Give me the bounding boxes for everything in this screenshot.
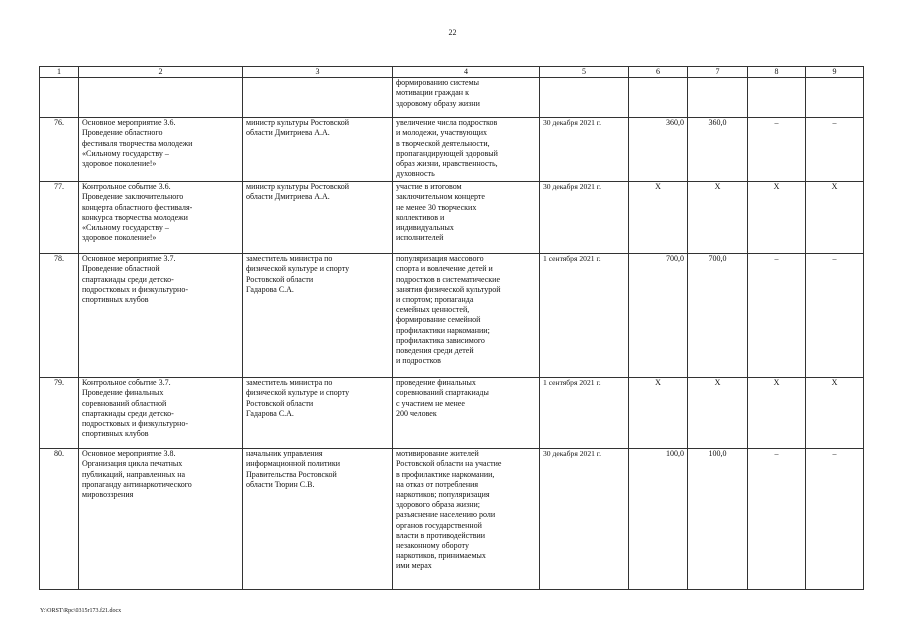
measures-table	[39, 66, 864, 590]
responsible-cell: министр культуры Ростовской области Дмитриева А.А.	[243, 118, 393, 182]
value-cell-9: –	[806, 254, 864, 378]
table-cell	[629, 78, 688, 118]
value-cell-8: –	[748, 254, 806, 378]
value-cell-7: 700,0	[688, 254, 748, 378]
responsible-cell: министр культуры Ростовской области Дмитриева А.А.	[243, 182, 393, 254]
column-number-8: 8	[748, 67, 806, 78]
value-cell-9: X	[806, 182, 864, 254]
result-cell: мотивирование жителей Ростовской области на участие в профилактике наркомании, на отказ от потребления наркотиков; популяризация здорового образа жизни; разъяснение населению роли органов государственной власти в противодействии незаконному обороту наркотиков, принимаемых ими мерах	[393, 449, 540, 590]
table-cell	[40, 78, 79, 118]
table-row	[40, 182, 864, 254]
value-cell-9: X	[806, 378, 864, 449]
footer-file-path: Y:\ORST\Rpc\0315r173.f21.docx	[40, 608, 122, 614]
table-row	[40, 118, 864, 182]
table-cell	[243, 78, 393, 118]
event-cell: Основное мероприятие 3.6. Проведение областного фестиваля творчества молодежи «Сильному государству – здоровое поколение!»	[79, 118, 243, 182]
column-number-7: 7	[688, 67, 748, 78]
column-number-4: 4	[393, 67, 540, 78]
responsible-cell: заместитель министра по физической культуре и спорту Ростовской области Гадарова С.А.	[243, 378, 393, 449]
result-cell: увеличение числа подростков и молодежи, участвующих в творческой деятельности, пропагандирующей здоровый образ жизни, нравственность, духовность	[393, 118, 540, 182]
table-cell	[688, 78, 748, 118]
value-cell-8: –	[748, 118, 806, 182]
column-number-6: 6	[629, 67, 688, 78]
table-row	[40, 254, 864, 378]
value-cell-9: –	[806, 449, 864, 590]
value-cell-8: X	[748, 182, 806, 254]
value-cell-6: X	[629, 378, 688, 449]
event-cell: Контрольное событие 3.6. Проведение заключительного концерта областного фестиваля- конкурса творчества молодежи «Сильному государству – здоровое поколение!»	[79, 182, 243, 254]
date-cell: 30 декабря 2021 г.	[540, 118, 629, 182]
row-number: 79.	[40, 378, 79, 449]
value-cell-6: 700,0	[629, 254, 688, 378]
row-number: 76.	[40, 118, 79, 182]
column-number-2: 2	[79, 67, 243, 78]
date-cell: 1 сентября 2021 г.	[540, 254, 629, 378]
table-row	[40, 378, 864, 449]
table-cell	[806, 78, 864, 118]
column-number-5: 5	[540, 67, 629, 78]
result-cell: проведение финальных соревнований спартакиады с участием не менее 200 человек	[393, 378, 540, 449]
column-number-9: 9	[806, 67, 864, 78]
column-number-1: 1	[40, 67, 79, 78]
value-cell-6: 360,0	[629, 118, 688, 182]
page-number: 22	[448, 28, 457, 37]
event-cell: Контрольное событие 3.7. Проведение финальных соревнований областной спартакиады среди детско- подростковых и физкультурно- спортивных клубов	[79, 378, 243, 449]
value-cell-7: 100,0	[688, 449, 748, 590]
value-cell-8: –	[748, 449, 806, 590]
table-cell	[79, 78, 243, 118]
result-cell: формированию системы мотивации граждан к здоровому образу жизни	[393, 78, 540, 118]
table-cell	[748, 78, 806, 118]
value-cell-7: X	[688, 182, 748, 254]
event-cell: Основное мероприятие 3.7. Проведение областной спартакиады среди детско- подростковых и физкультурно- спортивных клубов	[79, 254, 243, 378]
value-cell-8: X	[748, 378, 806, 449]
column-number-header-row	[40, 67, 864, 78]
date-cell: 30 декабря 2021 г.	[540, 449, 629, 590]
table-row	[40, 449, 864, 590]
value-cell-9: –	[806, 118, 864, 182]
column-number-3: 3	[243, 67, 393, 78]
value-cell-7: X	[688, 378, 748, 449]
date-cell: 1 сентября 2021 г.	[540, 378, 629, 449]
row-number: 80.	[40, 449, 79, 590]
value-cell-6: 100,0	[629, 449, 688, 590]
table-row-continuation	[40, 78, 864, 118]
result-cell: участие в итоговом заключительном концерте не менее 30 творческих коллективов и индивидуальных исполнителей	[393, 182, 540, 254]
event-cell: Основное мероприятие 3.8. Организация цикла печатных публикаций, направленных на пропаганду антинаркотического мировоззрения	[79, 449, 243, 590]
row-number: 77.	[40, 182, 79, 254]
value-cell-6: X	[629, 182, 688, 254]
table-cell	[540, 78, 629, 118]
responsible-cell: заместитель министра по физической культуре и спорту Ростовской области Гадарова С.А.	[243, 254, 393, 378]
responsible-cell: начальник управления информационной политики Правительства Ростовской области Тюрин С.В.	[243, 449, 393, 590]
date-cell: 30 декабря 2021 г.	[540, 182, 629, 254]
row-number: 78.	[40, 254, 79, 378]
result-cell: популяризация массового спорта и вовлечение детей и подростков в систематические занятия физической культурой и спортом; пропаганда семейных ценностей, формирование семейной профилактики наркомании; профилактика зависимого поведения среди детей и подростков	[393, 254, 540, 378]
value-cell-7: 360,0	[688, 118, 748, 182]
